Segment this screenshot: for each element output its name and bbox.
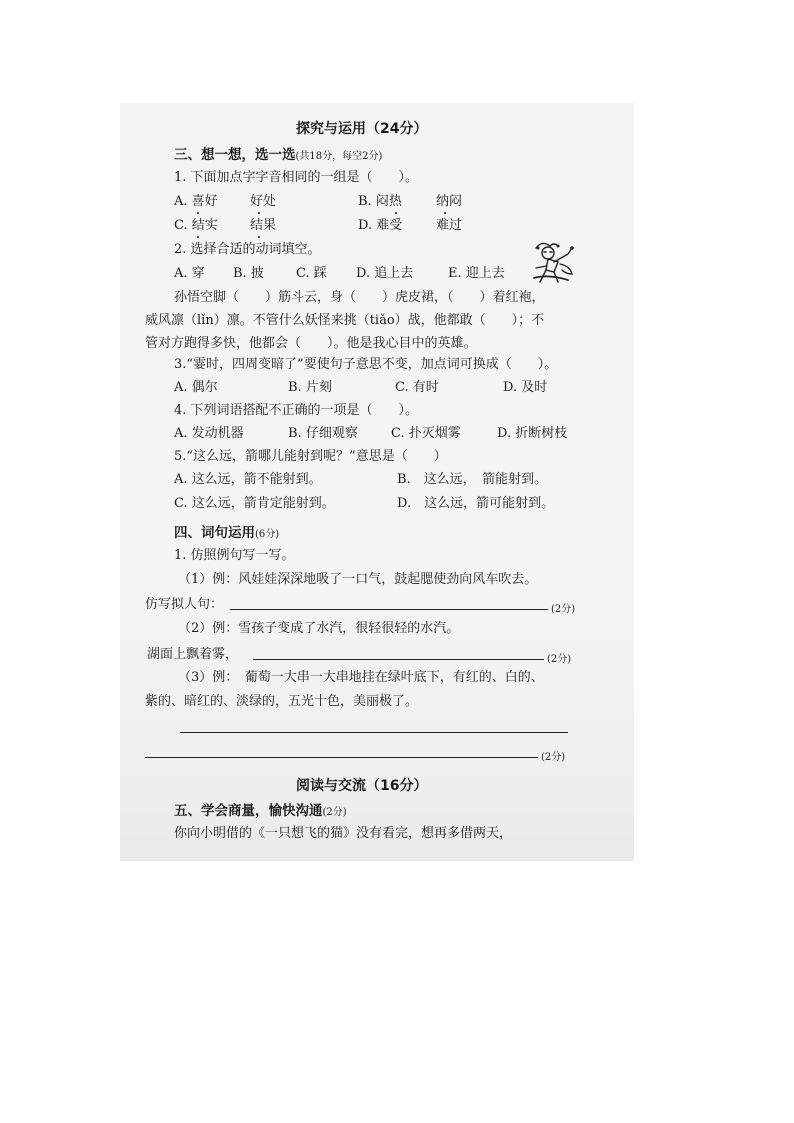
section-5-heading: 五、学会商量，愉快沟通(2分) [174, 803, 347, 819]
monkey-king-illustration [528, 238, 578, 286]
q2-option-b: B. 披 [233, 266, 264, 281]
example-3-line2: 紫的、暗红的、淡绿的，五光十色，美丽极了。 [145, 694, 419, 709]
q1-option-a2: 好处 [250, 194, 277, 209]
q5-option-c: C. 这么远，箭肯定能射到。 [174, 496, 335, 511]
q3-stem: 3.“霎时，四周变暗了”要使句子意思不变，加点词可换成（ ）。 [174, 357, 558, 372]
q2-passage-line3: 管对方跑得多快，他都会（ ）。他是我心目中的英雄。 [145, 336, 477, 351]
points-label-1: (2分) [551, 604, 576, 615]
q4-stem: 4. 下列词语搭配不正确的一项是（ ）。 [174, 403, 419, 418]
q1-option-c1: C. 结实 [174, 218, 218, 233]
q2-option-c: C. 踩 [296, 266, 327, 281]
q2-option-d: D. 追上去 [356, 266, 414, 281]
q3-option-b: B. 片刻 [288, 380, 332, 395]
q4-option-c: C. 扑灭烟雾 [391, 426, 461, 441]
section-4-heading: 四、词句运用(6分) [174, 525, 280, 541]
q5-option-b: B. 这么远， 箭能射到。 [397, 472, 548, 487]
q1-option-b2: 纳闷 [436, 194, 463, 209]
section-4-note: (6分) [255, 529, 280, 540]
section-5-text: 你向小明借的《一只想飞的猫》没有看完，想再多借两天， [174, 826, 513, 841]
emphasis-dot [197, 236, 199, 238]
part-title-exploration: 探究与运用（24分） [296, 121, 428, 137]
q2-passage-line2: 威风凛（lǐn）凛。不管什么妖怪来挑（tiǎo）战，他都敢（ ）；不 [145, 313, 545, 328]
q2-passage-line1: 孙悟空脚（ ）筋斗云，身（ ）虎皮裙，（ ）着红袍， [174, 290, 545, 305]
q3-option-c: C. 有时 [395, 380, 439, 395]
points-label-2: (2分) [547, 654, 572, 665]
q3-option-a: A. 偶尔 [174, 380, 218, 395]
answer-line-1[interactable] [230, 609, 548, 610]
q1-option-a1: A. 喜好 [174, 194, 218, 209]
q4-option-a: A. 发动机器 [174, 426, 244, 441]
example-2: （2）例：雪孩子变成了水汽，很轻很轻的水汽。 [178, 621, 460, 636]
q2-option-e: E. 迎上去 [448, 266, 505, 281]
q4-option-d: D. 折断树枝 [497, 426, 568, 441]
ex1-prompt: 仿写拟人句： [145, 597, 224, 612]
emphasis-dot [444, 212, 446, 214]
q5-option-d: D. 这么远，箭可能射到。 [397, 496, 555, 511]
emphasis-dot [395, 212, 397, 214]
example-3-line1: （3）例： 葡萄一大串一大串地挂在绿叶底下，有红的、白的、 [178, 670, 544, 685]
q3-option-d: D. 及时 [503, 380, 548, 395]
answer-line-2[interactable] [253, 659, 544, 660]
q1-stem: 1. 下面加点字字音相同的一组是（ ）。 [174, 170, 419, 185]
q1-option-c2: 结果 [250, 218, 277, 233]
q1-option-d1: D. 难受 [358, 218, 403, 233]
q2-option-a: A. 穿 [174, 266, 205, 281]
q5-option-a: A. 这么远，箭不能射到。 [174, 472, 322, 487]
q2-stem: 2. 选择合适的动词填空。 [174, 242, 321, 257]
section-3-heading: 三、想一想，选一选(共18分，每空2分) [174, 147, 383, 163]
q5-stem: 5.“这么远，箭哪儿能射到呢？”意思是（ ） [174, 449, 447, 464]
ex2-prompt: 湖面上飘着雾， [147, 647, 239, 662]
emphasis-dot [258, 212, 260, 214]
sec4-q1-stem: 1. 仿照例句写一写。 [174, 548, 295, 563]
q4-option-b: B. 仔细观察 [288, 426, 358, 441]
section-3-note: (共18分，每空2分) [295, 151, 383, 162]
answer-line-4[interactable] [145, 757, 538, 758]
section-5-note: (2分) [322, 807, 347, 818]
q1-option-d2: 难过 [436, 218, 463, 233]
example-1: （1）例：风娃娃深深地吸了一口气，鼓起腮使劲向风车吹去。 [178, 572, 538, 587]
answer-line-3[interactable] [180, 732, 568, 733]
part-title-reading: 阅读与交流（16分） [296, 778, 428, 794]
emphasis-dot [197, 212, 199, 214]
q1-option-b1: B. 闷热 [358, 194, 402, 209]
points-label-3: (2分) [541, 752, 566, 763]
emphasis-dot [258, 236, 260, 238]
